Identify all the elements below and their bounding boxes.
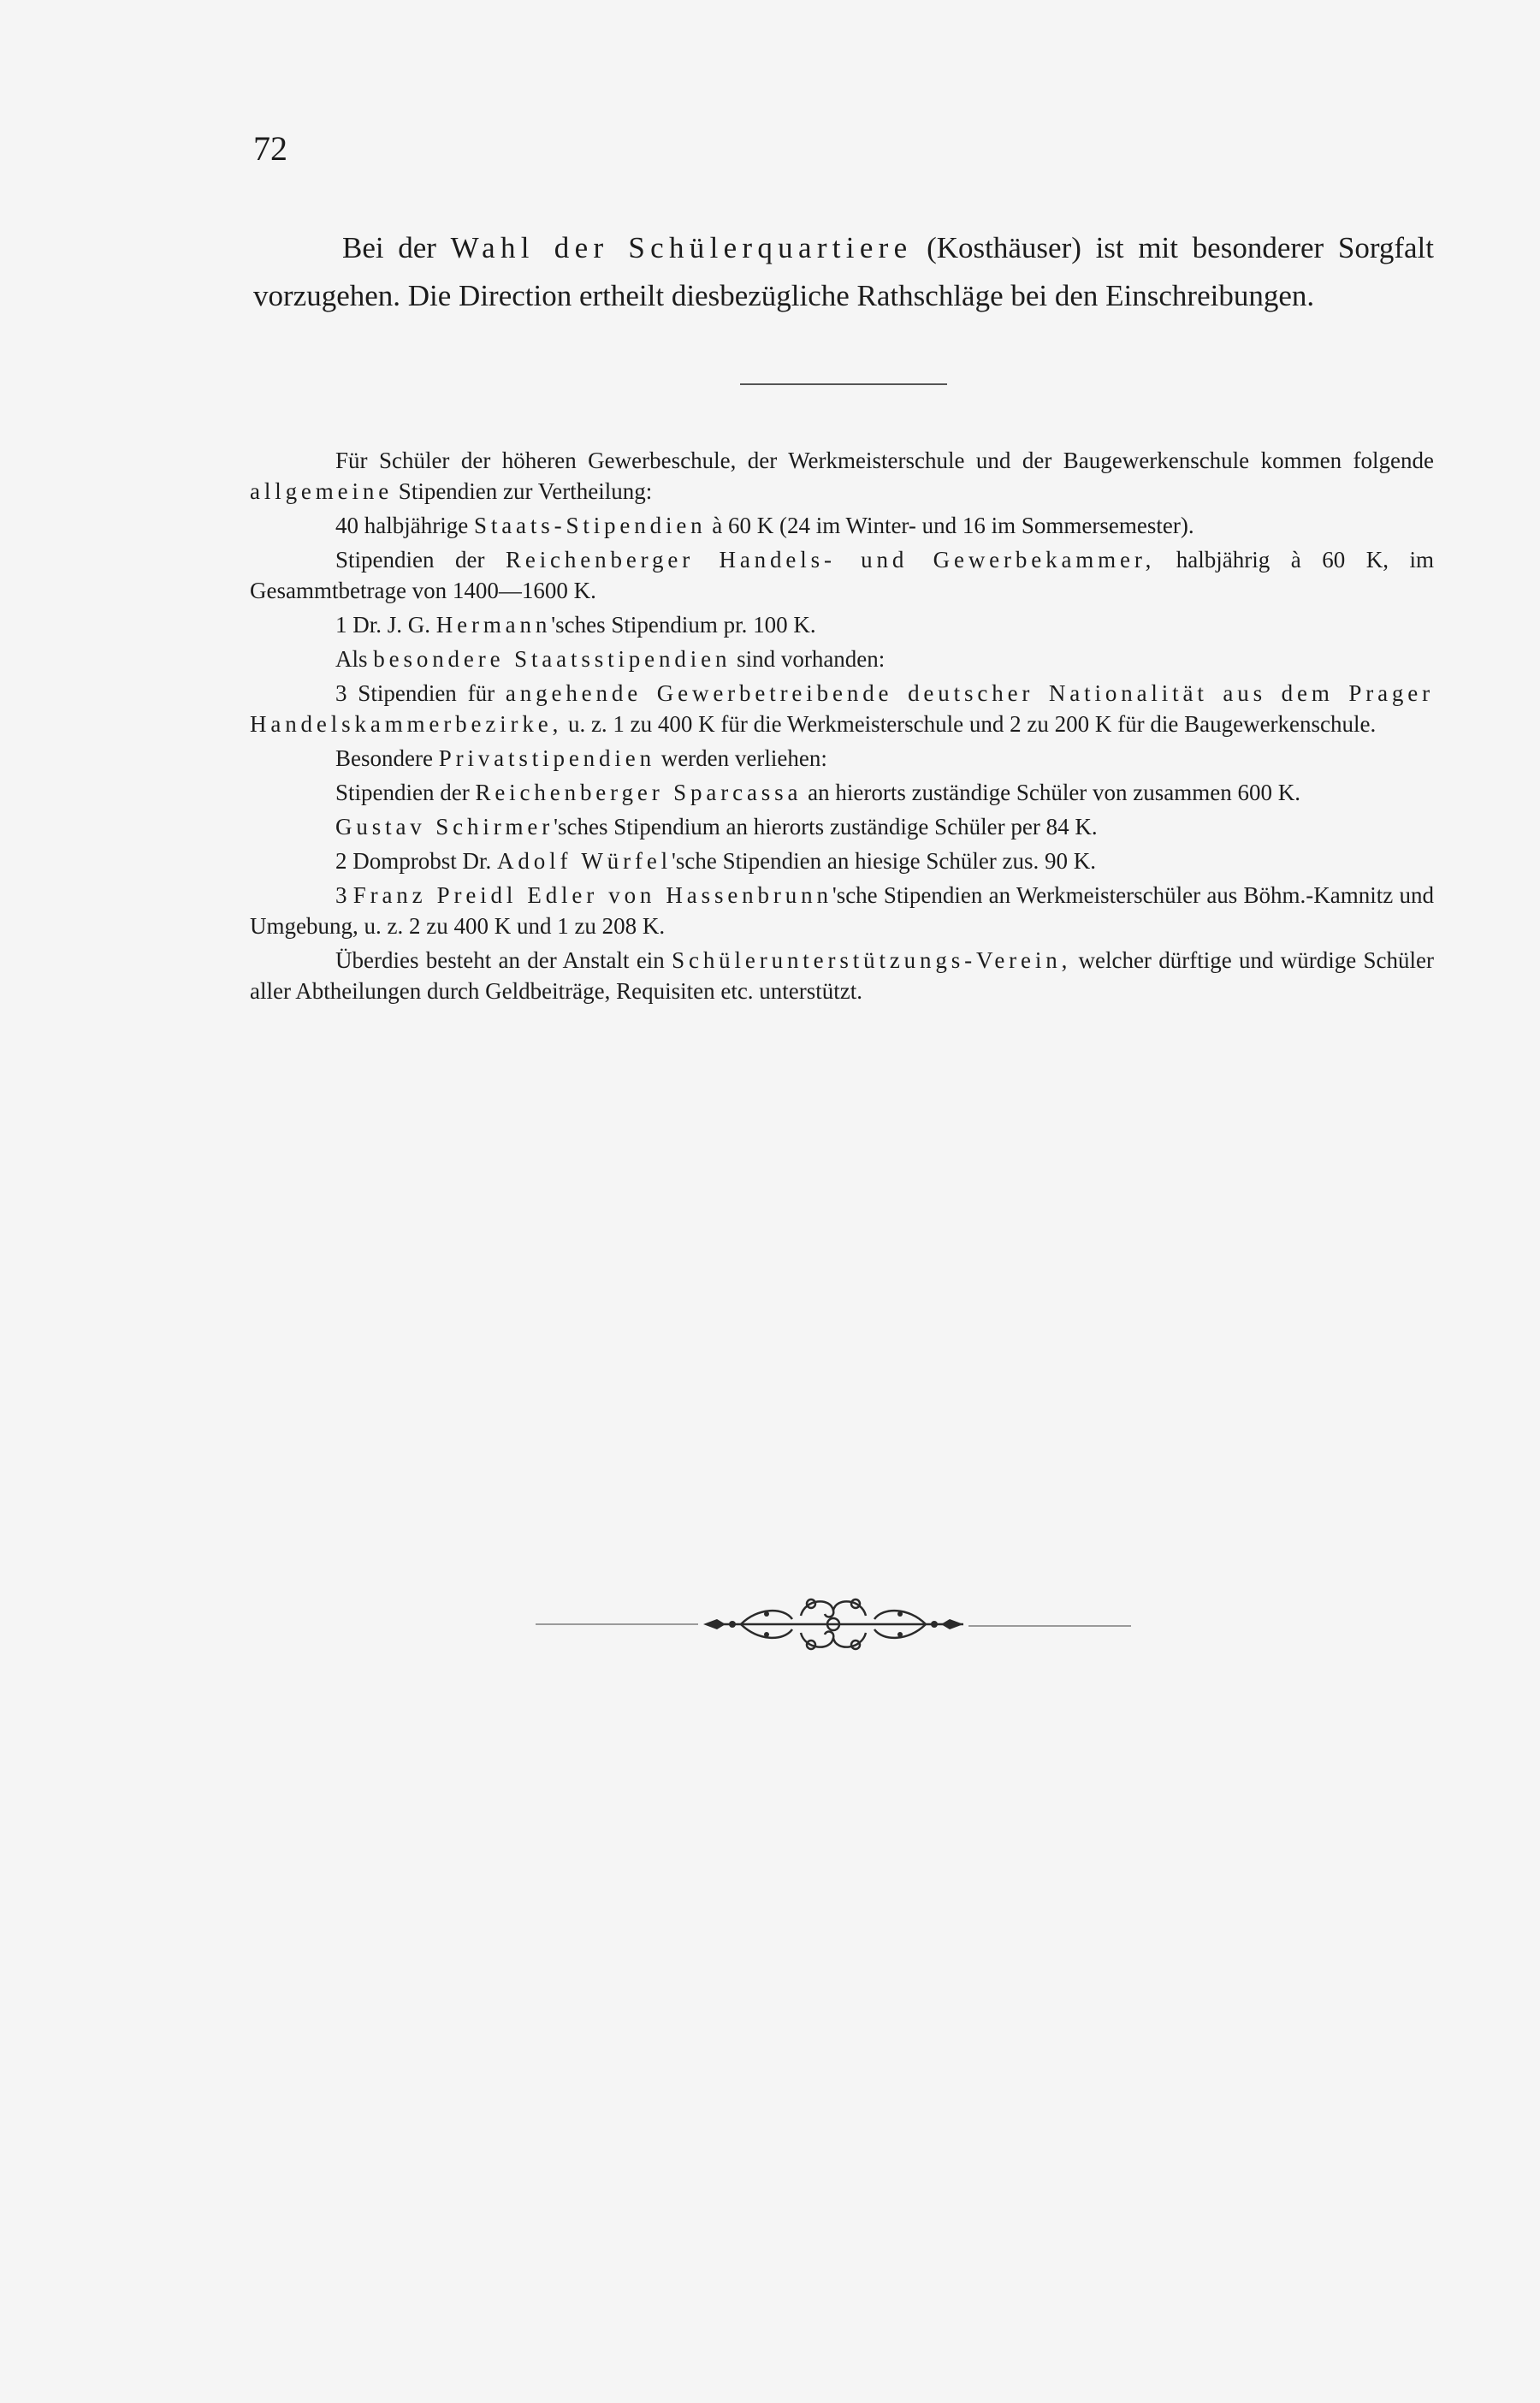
paragraph-hermann-scholarship: 1 Dr. J. G. Hermann'sches Stipendium pr. 100 K. <box>335 612 816 638</box>
intro-paragraph <box>253 224 1434 320</box>
scholarship-section <box>250 445 1434 1010</box>
paragraph-general-scholarships: Für Schüler der höheren Gewerbeschule, der Werkmeisterschule und der Baugewerkenschule kommen folgende allgemeine Stipendien zur Vertheilung: <box>250 448 1434 504</box>
paragraph-state-scholarships: 40 halbjährige Staats-Stipendien à 60 K (24 im Winter- und 16 im Sommersemester). <box>335 513 1194 538</box>
page-number: 72 <box>253 129 287 168</box>
paragraph-special-state-scholarships: Als besondere Staatsstipendien sind vorhanden: <box>335 646 886 672</box>
section-divider <box>740 383 947 385</box>
paragraph-prague-scholarships: 3 Stipendien für angehende Gewerbetreibende deutscher Nationalität aus dem Prager Handelskammerbezirke, u. z. 1 zu 400 K für die Werkmeisterschule und 2 zu 200 K für die Baugewerkenschule. <box>250 680 1434 737</box>
paragraph-chamber-scholarships: Stipendien der Reichenberger Handels- und Gewerbekammer, halbjährig à 60 K, im Gesammtbetrage von 1400—1600 K. <box>250 547 1434 603</box>
flourish-ornament-icon <box>536 1581 1131 1667</box>
paragraph-schirmer-scholarship: Gustav Schirmer'sches Stipendium an hierorts zuständige Schüler per 84 K. <box>335 814 1098 840</box>
intro-text <box>253 224 1434 320</box>
intro-text-spaced: Wahl der Schülerquartiere <box>450 231 913 264</box>
paragraph-support-association: Überdies besteht an der Anstalt ein Schülerunterstützungs-Verein, welcher dürftige und würdige Schüler aller Abtheilungen durch Geldbeiträge, Requisiten etc. unterstützt. <box>250 947 1434 1004</box>
paragraph-wuerfel-scholarships: 2 Domprobst Dr. Adolf Würfel'sche Stipendien an hiesige Schüler zus. 90 K. <box>335 848 1097 874</box>
intro-text-part2: (Kosthäuser) ist mit besonderer Sorgfalt vorzugehen. Die Direction ertheilt diesbezügliche Rathschläge bei den Einschreibungen. <box>253 231 1434 312</box>
paragraph-private-scholarships: Besondere Privatstipendien werden verliehen: <box>335 745 827 771</box>
paragraph-preidl-scholarships: 3 Franz Preidl Edler von Hassenbrunn'sche Stipendien an Werkmeisterschüler aus Böhm.-Kamnitz und Umgebung, u. z. 2 zu 400 K und 1 zu 208 K. <box>250 882 1434 939</box>
intro-text-part1: Bei der <box>342 231 451 264</box>
paragraph-sparcassa-scholarships: Stipendien der Reichenberger Sparcassa an hierorts zuständige Schüler von zusammen 600 K. <box>335 780 1300 805</box>
